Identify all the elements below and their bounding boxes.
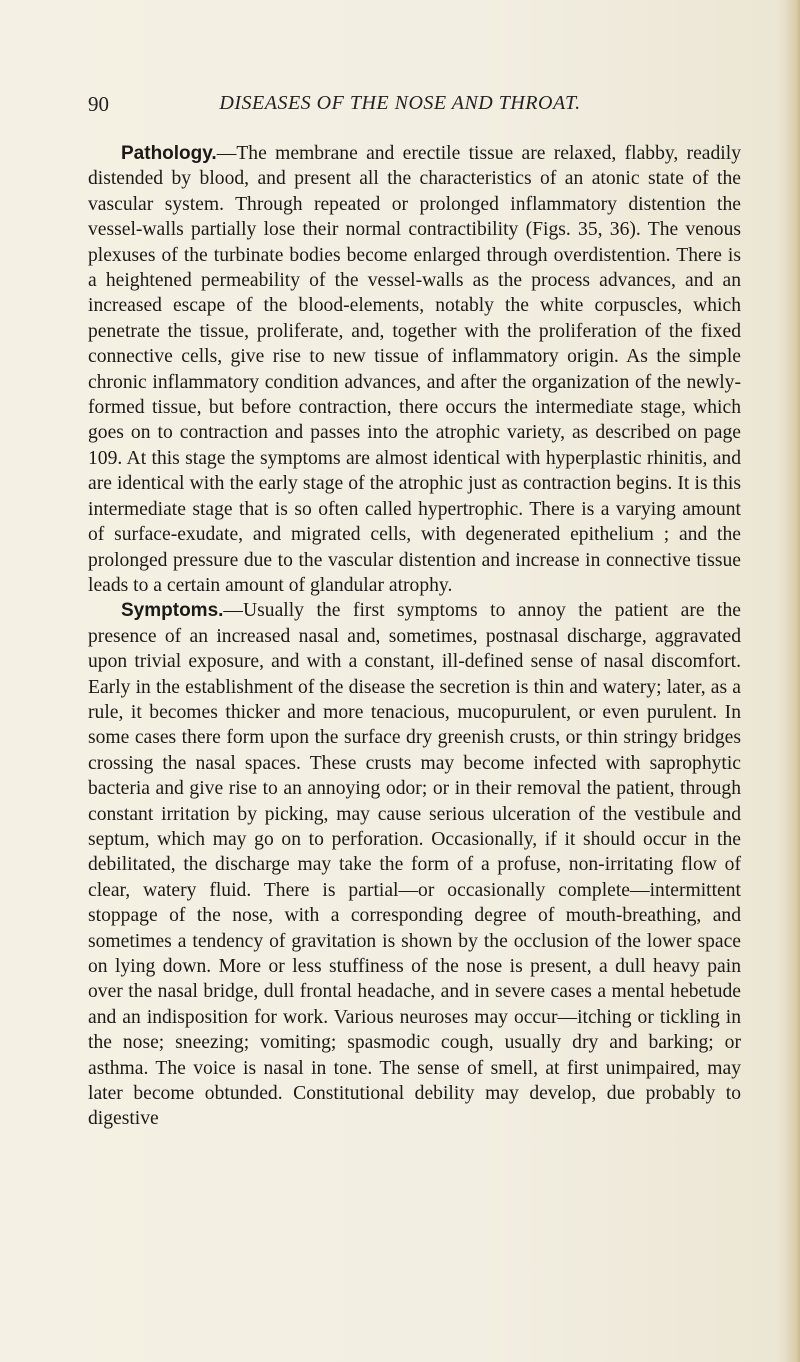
page-header <box>60 92 740 122</box>
page-edge-shadow <box>786 0 800 1362</box>
paragraph-text: —The membrane and erectile tissue are relaxed, flabby, readily distended by blood, and present all the characteristics of an atonic state of the vascular system. Through repeated or prolonged inflammatory distention the vessel-walls partially lose their normal contractibility (Figs. 35, 36). The venous plexuses of the turbinate bodies become enlarged through overdistention. There is a heightened permeability of the vessel-walls as the process advances, and an increased escape of the blood-elements, notably the white corpuscles, which penetrate the tissue, proliferate, and, together with the proliferation of the fixed connective cells, give rise to new tissue of inflammatory origin. As the simple chronic inflammatory condition advances, and after the organization of the newly-formed tissue, but before contraction, there occurs the intermediate stage, which goes on to contraction and passes into the atrophic variety, as described on page 109. At this stage the symptoms are almost identical with hyperplastic rhinitis, and are identical with the early stage of the atrophic just as contraction begins. It is this intermediate stage that is so often called hypertrophic. There is a varying amount of surface-exudate, and migrated cells, with degenerated epithelium ; and the prolonged pressure due to the vascular distention and increase in connective tissue leads to a certain amount of glandular atrophy. <box>88 143 741 596</box>
page-number: 90 <box>88 92 109 116</box>
section-heading-symptoms: Symptoms. <box>121 600 224 622</box>
paragraph-pathology <box>88 141 741 598</box>
body-text <box>88 141 741 1132</box>
section-heading-pathology: Pathology. <box>121 143 217 164</box>
paragraph-symptoms <box>88 598 741 1132</box>
running-title: DISEASES OF THE NOSE AND THROAT. <box>219 92 581 114</box>
paragraph-text: —Usually the first symptoms to annoy the patient are the presence of an increased nasal and, sometimes, postnasal discharge, aggravated upon trivial exposure, and with a constant, ill-defined sense of nasal discomfort. Early in the establishment of the disease the secretion is thin and watery; later, as a rule, it becomes thicker and more tenacious, mucopurulent, or even purulent. In some cases there form upon the surface dry greenish crusts, or thin stringy bridges crossing the nasal spaces. These crusts may become infected with saprophytic bacteria and give rise to an annoying odor; or in their removal the patient, through constant irritation by picking, may cause serious ulceration of the vestibule and septum, which may go on to perforation. Occasionally, if it should occur in the debilitated, the discharge may take the form of a profuse, non-irritating flow of clear, watery fluid. There is partial—or occasionally complete—intermittent stoppage of the nose, with a corresponding degree of mouth-breathing, and sometimes a tendency of gravitation is shown by the occlusion of the lower space on lying down. More or less stuffiness of the nose is present, a dull heavy pain over the nasal bridge, dull frontal headache, and in severe cases a mental hebetude and an indisposition for work. Various neuroses may occur—itching or tickling in the nose; sneezing; vomiting; spasmodic cough, usually dry and barking; or asthma. The voice is nasal in tone. The sense of smell, at first unimpaired, may later become obtunded. Constitutional debility may develop, due probably to digestive <box>88 600 741 1130</box>
